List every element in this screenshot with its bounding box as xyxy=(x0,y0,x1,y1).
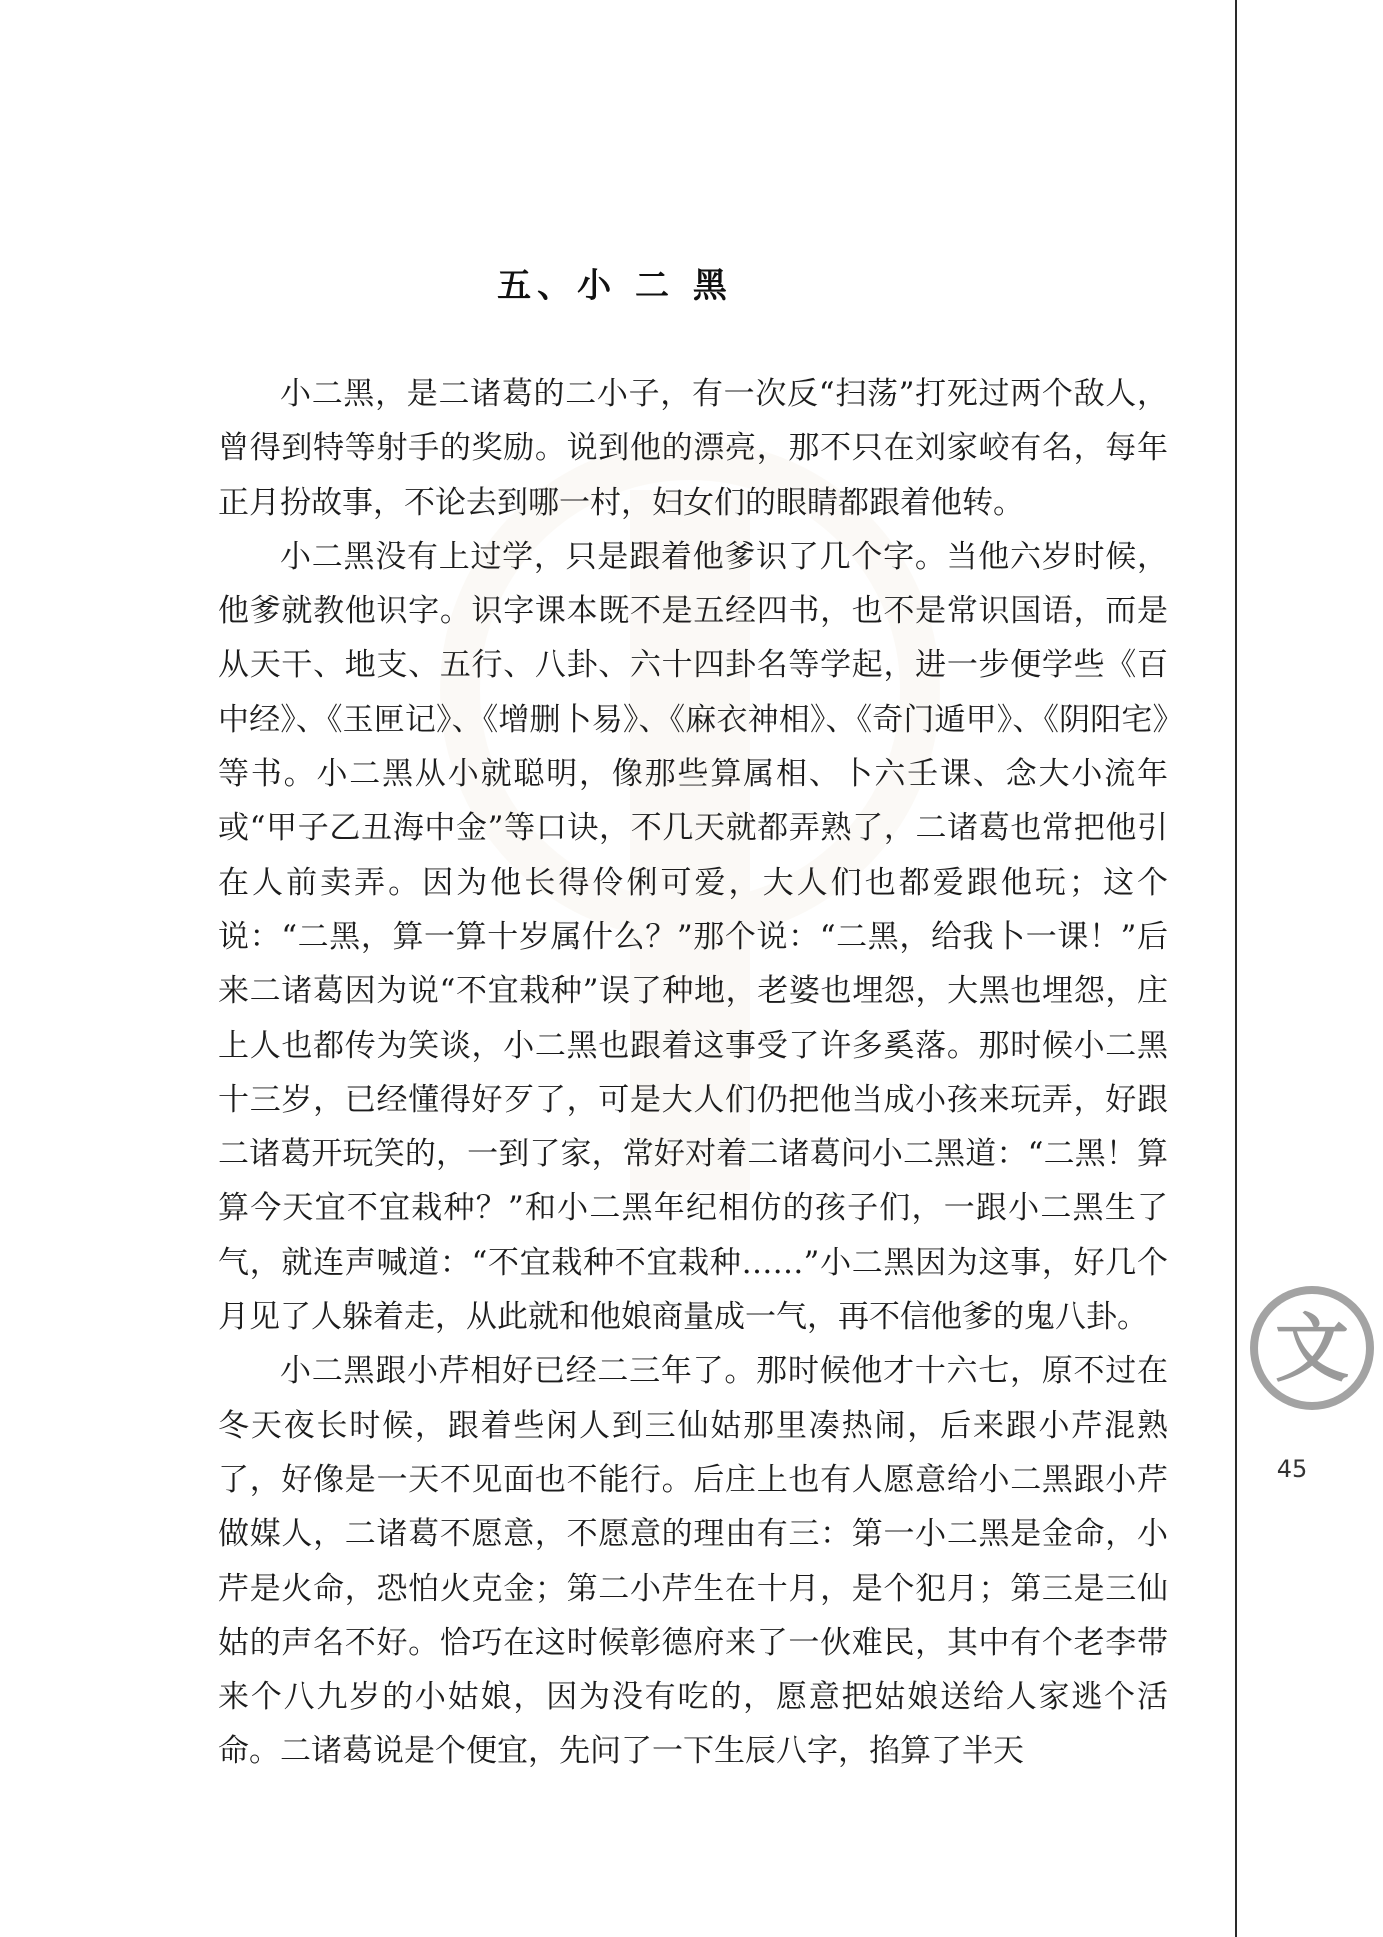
margin-rule xyxy=(1235,0,1237,1937)
wen-seal-icon xyxy=(1240,1268,1383,1432)
seal-glyph: 文 xyxy=(1275,1306,1349,1392)
paragraph-2: 小二黑没有上过学，只是跟着他爹识了几个字。当他六岁时候，他爹就教他识字。识字课本既不是五经四书，也不是常识国语，而是从天干、地支、五行、八卦、六十四卦名等学起，进一步便学些《百中经》、《玉匣记》、《增删卜易》、《麻衣神相》、《奇门遁甲》、《阴阳宅》等书。小二黑从小就聪明，像那些算属相、卜六壬课、念大小流年或“甲子乙丑海中金”等口诀，不几天就都弄熟了，二诸葛也常把他引在人前卖弄。因为他长得伶俐可爱，大人们也都爱跟他玩；这个说：“二黑，算一算十岁属什么？”那个说：“二黑，给我卜一课！”后来二诸葛因为说“不宜栽种”误了种地，老婆也埋怨，大黑也埋怨，庄上人也都传为笑谈，小二黑也跟着这事受了许多奚落。那时候小二黑十三岁，已经懂得好歹了，可是大人们仍把他当成小孩来玩弄，好跟二诸葛开玩笑的，一到了家，常好对着二诸葛问小二黑道：“二黑！算算今天宜不宜栽种？”和小二黑年纪相仿的孩子们，一跟小二黑生了气，就连声喊道：“不宜栽种不宜栽种……”小二黑因为这事，好几个月见了人躲着走，从此就和他娘商量成一气，再不信他爹的鬼八卦。 xyxy=(218,538,1168,1336)
paragraph-1: 小二黑，是二诸葛的二小子，有一次反“扫荡”打死过两个敌人，曾得到特等射手的奖励。说到他的漂亮，那不只在刘家峧有名，每年正月扮故事，不论去到哪一村，妇女们的眼睛都跟着他转。 xyxy=(218,376,1168,521)
paragraph-3: 小二黑跟小芹相好已经二三年了。那时候他才十六七，原不过在冬天夜长时候，跟着些闲人到三仙姑那里凑热闹，后来跟小芹混熟了，好像是一天不见面也不能行。后庄上也有人愿意给小二黑跟小芹做媒人，二诸葛不愿意，不愿意的理由有三：第一小二黑是金命，小芹是火命，恐怕火克金；第二小芹生在十月，是个犯月；第三是三仙姑的声名不好。恰巧在这时候彰德府来了一伙难民，其中有个老李带来个八九岁的小姑娘，因为没有吃的，愿意把姑娘送给人家逃个活命。二诸葛说是个便宜，先问了一下生辰八字，掐算了半天 xyxy=(218,1353,1168,1770)
page-number: 45 xyxy=(1276,1455,1308,1483)
chapter-title: 五、小 二 黑 xyxy=(497,266,733,306)
body-text xyxy=(218,367,1168,1779)
